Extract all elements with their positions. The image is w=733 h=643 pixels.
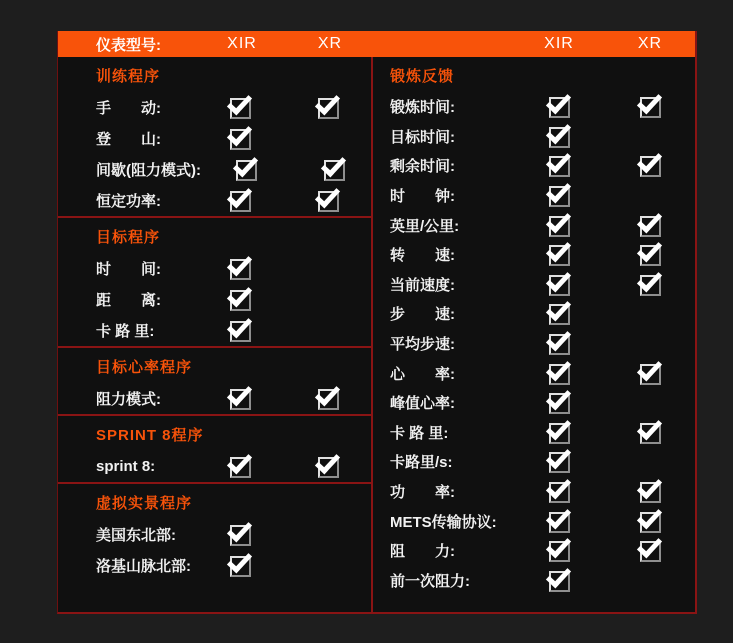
section-training-programs [58,57,371,216]
feature-label: 锻炼时间: [390,99,455,117]
xir-checkbox-checked-icon [230,525,251,546]
feature-label: 时 间: [96,261,161,278]
xir-checkbox-checked-icon [236,160,257,181]
feature-row [58,253,371,284]
feature-row [58,92,371,123]
xr-checkbox-checked-icon [640,275,661,296]
xir-checkbox-checked-icon [549,364,570,385]
xir-checkbox-checked-icon [549,127,570,148]
xir-checkbox-checked-icon [549,512,570,533]
header-right-xr: XR [637,35,663,52]
xir-checkbox-checked-icon [549,334,570,355]
panels-container [58,57,695,614]
feature-label: 间歇(阻力模式): [96,162,201,179]
feature-label: 阻力模式: [96,391,161,408]
feature-label: 距 离: [96,292,161,309]
xr-checkbox-checked-icon [318,389,339,410]
header-bar [58,31,695,57]
xir-checkbox-checked-icon [549,571,570,592]
feature-row [373,299,695,329]
feature-label: 步 速: [390,306,455,324]
feature-row [373,240,695,270]
xr-checkbox-checked-icon [640,512,661,533]
xr-checkbox-checked-icon [324,160,345,181]
xr-checkbox-checked-icon [318,191,339,212]
feature-label: 登 山: [96,131,161,148]
feedback-panel [373,57,695,614]
feature-label: 峰值心率: [390,395,455,413]
feature-label: 美国东北部: [96,527,176,544]
xir-checkbox-checked-icon [230,191,251,212]
xir-checkbox-checked-icon [549,304,570,325]
xir-checkbox-checked-icon [549,393,570,414]
feature-row [58,154,371,185]
section-sprint8-program [58,414,371,482]
xr-checkbox-checked-icon [640,216,661,237]
feature-row [373,329,695,359]
xir-checkbox-checked-icon [230,259,251,280]
feature-row [373,92,695,122]
xir-checkbox-checked-icon [549,186,570,207]
feature-label: 剩余时间: [390,158,455,176]
feature-row [58,123,371,154]
xir-checkbox-checked-icon [230,129,251,150]
section-title: SPRINT 8程序 [96,427,204,444]
section-title: 目标心率程序 [96,359,193,376]
feature-row [373,210,695,240]
programs-panel [58,57,373,614]
xr-checkbox-checked-icon [640,97,661,118]
xir-checkbox-checked-icon [549,275,570,296]
xr-checkbox-checked-icon [640,156,661,177]
section-title: 目标程序 [96,229,161,246]
feature-row [373,388,695,418]
feature-label: 洛基山脉北部: [96,558,191,575]
xr-checkbox-checked-icon [640,245,661,266]
xir-checkbox-checked-icon [230,290,251,311]
header-left-xr: XR [317,35,343,52]
feature-row [58,315,371,346]
xir-checkbox-checked-icon [549,97,570,118]
xir-checkbox-checked-icon [549,245,570,266]
feature-label: 转 速: [390,247,455,265]
feature-row [373,506,695,536]
feature-label: 手 动: [96,100,161,117]
feature-label: 功 率: [390,484,455,502]
xir-checkbox-checked-icon [549,216,570,237]
feature-label: METS传输协议: [390,513,497,531]
feature-label: 前一次阻力: [390,572,470,590]
section-title: 训练程序 [96,68,161,85]
feature-label: 时 钟: [390,188,455,206]
feature-row [373,566,695,596]
feature-label: 平均步速: [390,336,455,354]
xr-checkbox-checked-icon [640,423,661,444]
feature-row [373,358,695,388]
feature-label: 目标时间: [390,128,455,146]
feature-row [373,536,695,566]
section-goal-programs [58,216,371,346]
section-target-heart-rate-program [58,346,371,414]
xr-checkbox-checked-icon [640,482,661,503]
xir-checkbox-checked-icon [549,452,570,473]
xir-checkbox-checked-icon [549,423,570,444]
xr-checkbox-checked-icon [640,541,661,562]
feature-row [373,151,695,181]
feature-row [58,383,371,414]
xir-checkbox-checked-icon [230,321,251,342]
feature-row [58,519,371,550]
xir-checkbox-checked-icon [230,389,251,410]
feature-label: 卡 路 里: [390,424,449,442]
xir-checkbox-checked-icon [230,98,251,119]
header-right-group [373,31,695,57]
feature-row [58,451,371,482]
xr-checkbox-checked-icon [318,457,339,478]
model-label: 仪表型号: [96,36,161,54]
xir-checkbox-checked-icon [549,156,570,177]
feature-row [373,447,695,477]
feature-row [58,550,371,581]
feedback-title: 锻炼反馈 [390,68,455,85]
feature-row [373,122,695,152]
xir-checkbox-checked-icon [230,556,251,577]
feature-label: 恒定功率: [96,193,161,210]
feature-row [373,477,695,507]
feature-row [373,181,695,211]
feature-label: 卡路里/s: [390,454,453,472]
feature-label: 阻 力: [390,543,455,561]
section-title: 虚拟实景程序 [96,495,193,512]
feature-label: 卡 路 里: [96,323,155,340]
feature-label: 心 率: [390,365,455,383]
header-left-xir: XIR [227,35,257,52]
xr-checkbox-checked-icon [640,364,661,385]
xr-checkbox-checked-icon [318,98,339,119]
feature-row [58,185,371,216]
feature-label: sprint 8: [96,458,156,475]
xir-checkbox-checked-icon [230,457,251,478]
feature-row [373,418,695,448]
section-virtual-reality-program [58,482,371,581]
spec-comparison-table [57,31,697,614]
xir-checkbox-checked-icon [549,541,570,562]
feature-label: 当前速度: [390,276,455,294]
header-left-group [58,31,373,57]
feature-label: 英里/公里: [390,217,460,235]
header-right-xir: XIR [544,35,574,52]
feature-row [58,284,371,315]
feature-row [373,270,695,300]
xir-checkbox-checked-icon [549,482,570,503]
